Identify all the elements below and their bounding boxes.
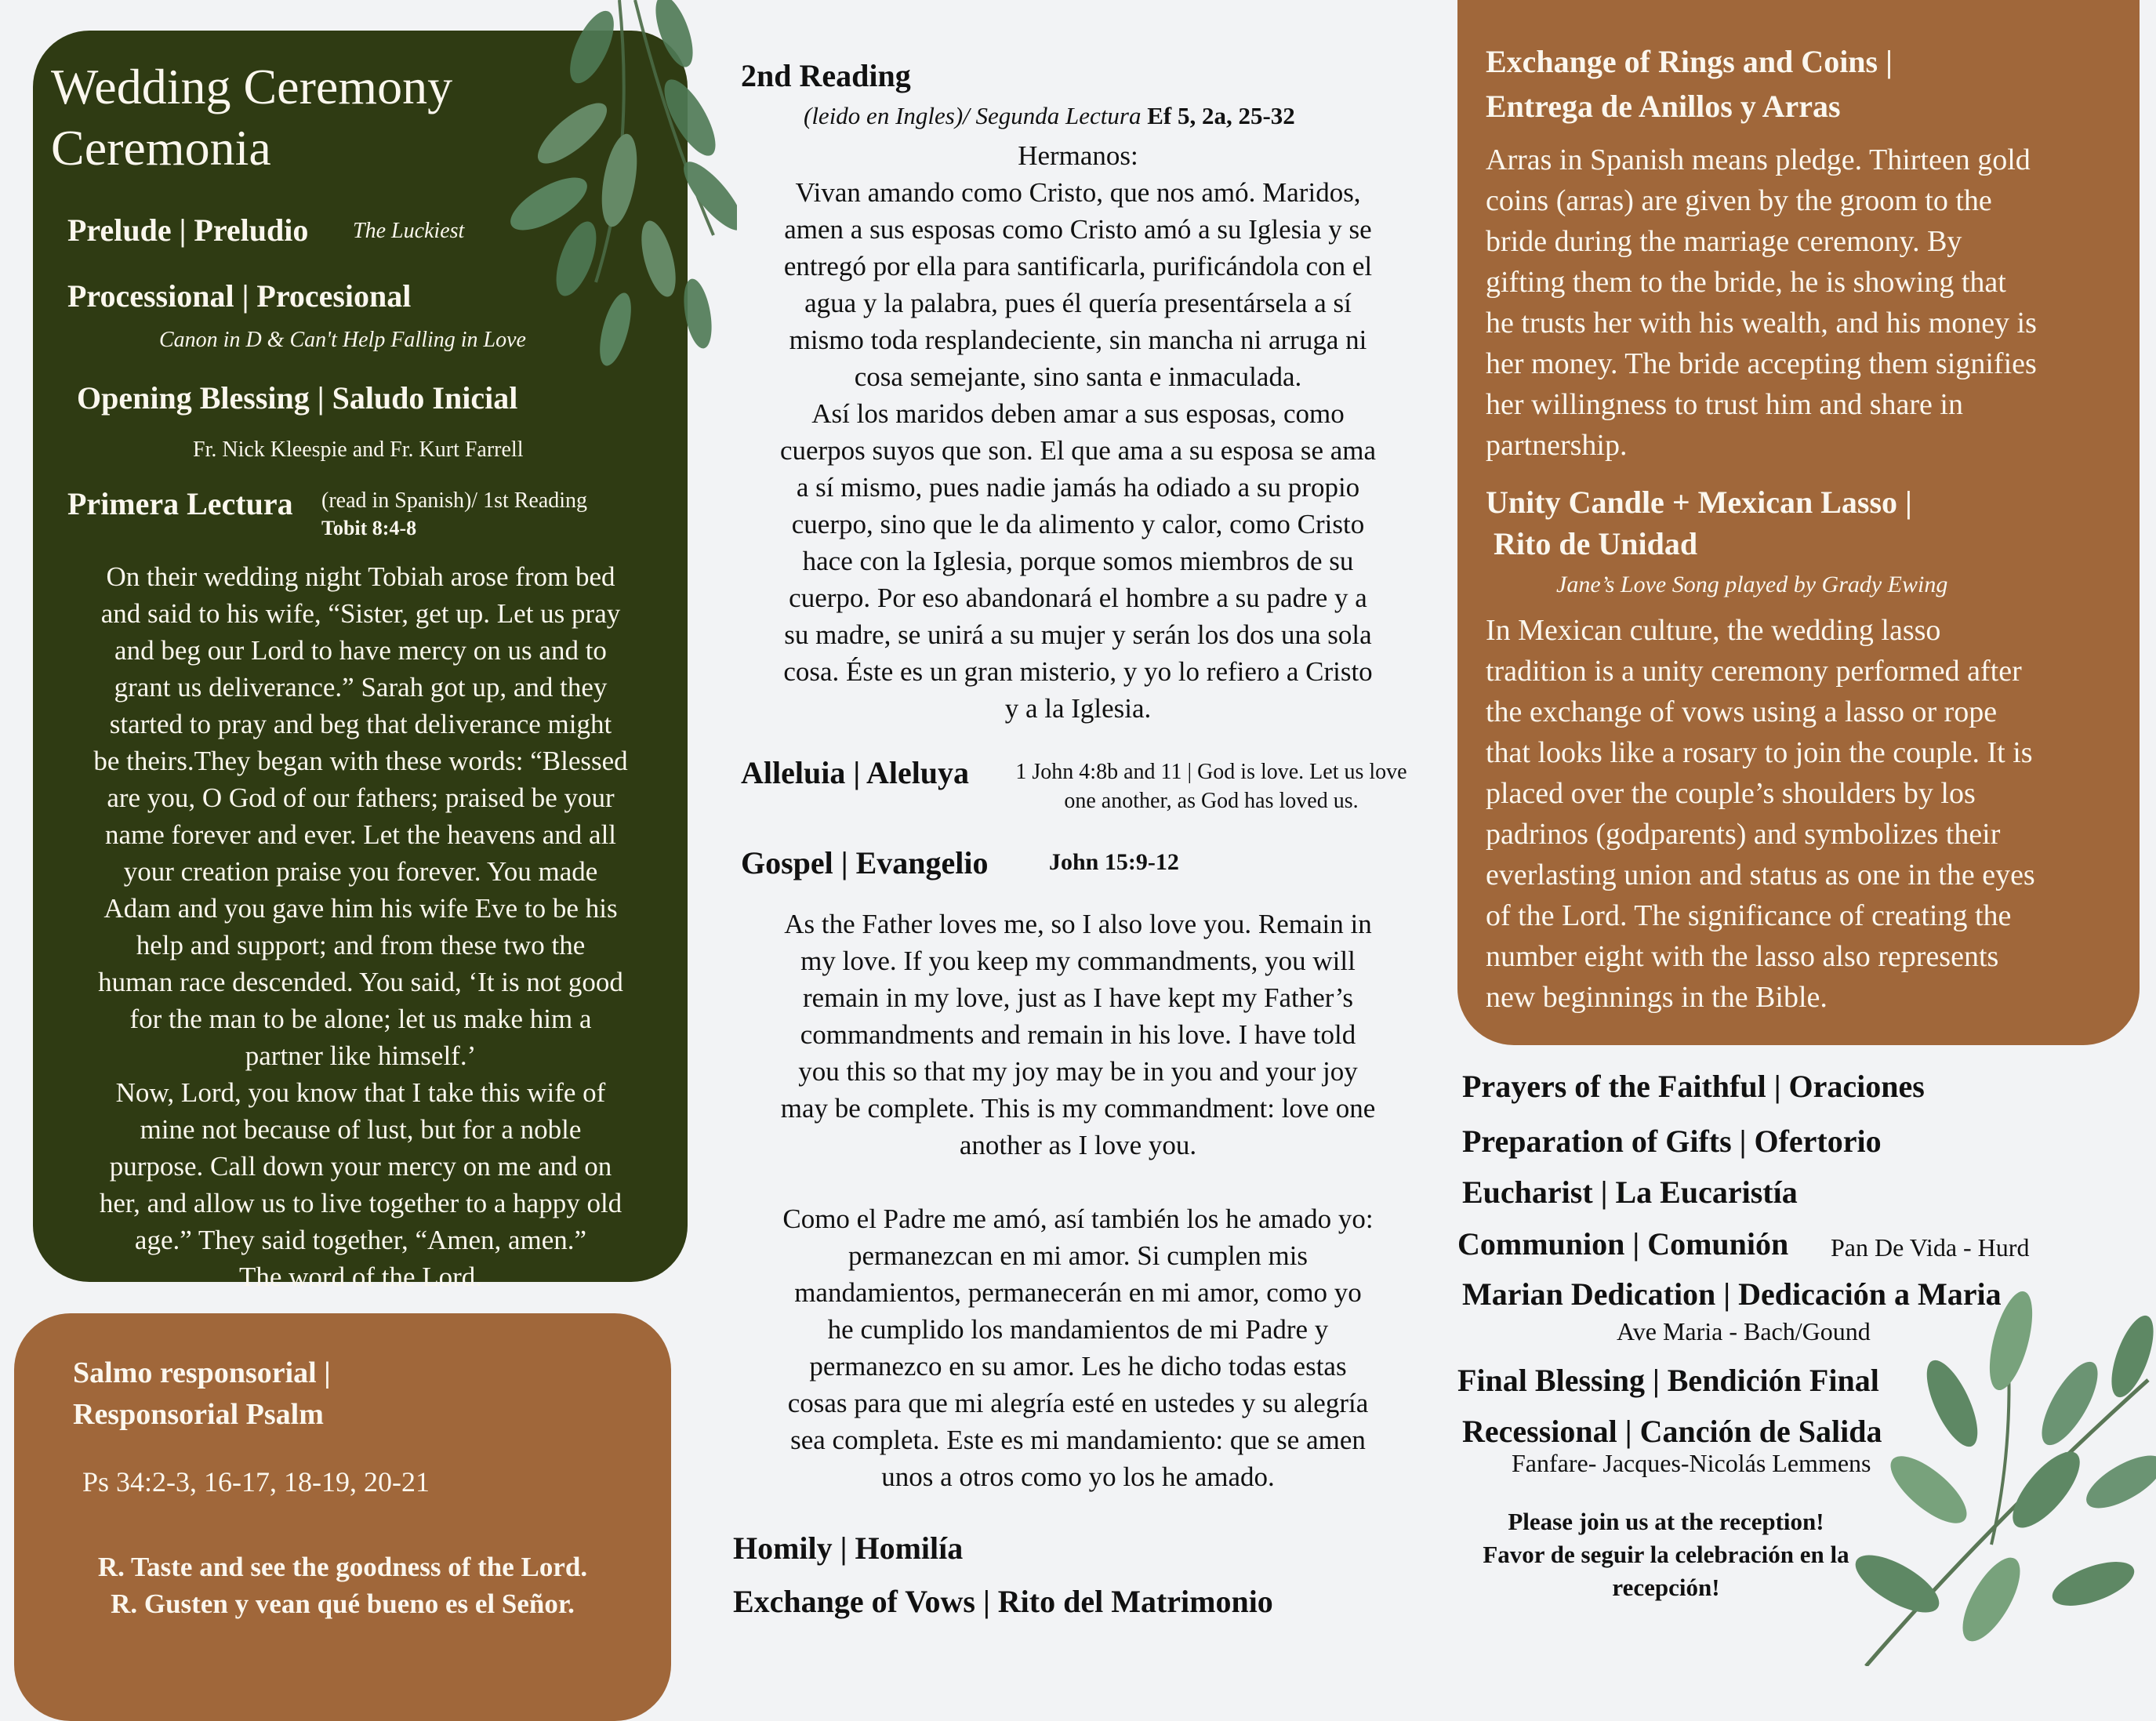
gospel-text-es: Como el Padre me amó, así también los he amado yo: permanezcan en mi amor. Si cumplen mis mandamientos, permanecerán en mi amor, como yo he cumplido los mandamientos de mi Padre y permanezco en su amor. Les he dicho todas estas cosas para que mi alegría esté en ustedes y su alegría sea completa. Este es mi mandamiento: que se amen unos a otros como yo los he amado.: [782, 1204, 1374, 1492]
final-blessing-heading: Final Blessing | Bendición Final: [1457, 1363, 1879, 1398]
psalm-response-es: R. Gusten y vean qué bueno es el Señor.: [111, 1588, 575, 1619]
eucharist-heading: Eucharist | La Eucaristía: [1462, 1175, 1798, 1210]
processional-note: Canon in D & Can't Help Falling in Love: [159, 328, 526, 352]
psalm-heading-line-2: Responsorial Psalm: [73, 1398, 324, 1431]
opening-blessing-note: Fr. Nick Kleespie and Fr. Kurt Farrell: [193, 438, 524, 462]
second-reading-subtitle-text: (leido en Ingles)/ Segunda Lectura: [804, 102, 1142, 129]
leaf-branch-bottom-icon: [1835, 1286, 2156, 1666]
marian-note: Ave Maria - Bach/Gound: [1617, 1317, 1871, 1345]
unity-heading-line-2: Rito de Unidad: [1494, 526, 1698, 561]
alleluia-heading: Alleluia | Aleluya: [741, 755, 970, 790]
reception-note: Please join us at the reception! Favor de seguir la celebración en la recepción!: [1483, 1508, 1849, 1601]
rings-text: Arras in Spanish means pledge. Thirteen gold coins (arras) are given by the groom to the bride during the marriage ceremony. By gifting them to the bride, he is showing that he trusts her with his wealth, and his money is her money. The bride accepting them signifies her willingness to trust him and share in partnership.: [1486, 143, 2037, 462]
unity-heading-line-1: Unity Candle + Mexican Lasso |: [1486, 485, 1912, 520]
prelude-note: The Luckiest: [353, 219, 465, 243]
unity-heading: [1486, 481, 1912, 565]
gospel-text-en: As the Father loves me, so I also love you. Remain in my love. If you keep my commandments, you will remain in my love, just as I have kept my Father’s commandments and remain in his love. I have told you this so that my joy may be in you and your joy may be complete. This is my commandment: love one another as I love you.: [780, 909, 1376, 1160]
gifts-heading: Preparation of Gifts | Ofertorio: [1462, 1124, 1882, 1159]
prelude-heading: Prelude | Preludio: [67, 212, 309, 248]
second-reading-greeting: Hermanos:: [1018, 140, 1138, 171]
title-line-1: Wedding Ceremony: [51, 59, 453, 114]
unity-note: Jane’s Love Song played by Grady Ewing: [1556, 572, 1948, 597]
marian-heading: Marian Dedication | Dedicación a Maria: [1462, 1276, 2002, 1312]
recessional-heading: Recessional | Canción de Salida: [1462, 1414, 1882, 1449]
first-reading-heading: Primera Lectura: [67, 486, 293, 521]
psalm-citation: Ps 34:2-3, 16-17, 18-19, 20-21: [82, 1466, 430, 1498]
second-reading-heading: 2nd Reading: [741, 58, 911, 93]
psalm-heading-line-1: Salmo responsorial |: [73, 1356, 331, 1389]
rings-heading-line-1: Exchange of Rings and Coins |: [1486, 44, 1893, 79]
psalm-response: [14, 1549, 671, 1622]
vows-heading: Exchange of Vows | Rito del Matrimonio: [733, 1584, 1273, 1619]
gospel-heading: Gospel | Evangelio: [741, 845, 989, 880]
second-reading-citation: Ef 5, 2a, 25-32: [1147, 102, 1295, 129]
page-title: [51, 56, 452, 179]
prayers-heading: Prayers of the Faithful | Oraciones: [1462, 1069, 1925, 1104]
gospel-citation: John 15:9-12: [1049, 849, 1179, 875]
communion-heading: Communion | Comunión: [1457, 1226, 1789, 1262]
psalm-response-en: R. Taste and see the goodness of the Lord.: [97, 1552, 588, 1582]
processional-heading: Processional | Procesional: [67, 278, 412, 314]
homily-heading: Homily | Homilía: [733, 1530, 964, 1566]
psalm-heading: [73, 1352, 331, 1436]
alleluia-note: 1 John 4:8b and 11 | God is love. Let us love one another, as God has loved us.: [1015, 760, 1407, 813]
second-reading-subtitle: [804, 102, 1295, 130]
opening-blessing-heading: Opening Blessing | Saludo Inicial: [77, 380, 518, 416]
leaf-branch-top-icon: [502, 0, 737, 423]
recessional-note: Fanfare- Jacques-Nicolás Lemmens: [1512, 1449, 1871, 1477]
unity-text: In Mexican culture, the wedding lasso tradition is a unity ceremony performed after the exchange of vows using a lasso or rope that looks like a rosary to join the couple. It is placed over the couple’s shoulders by los padrinos (godparents) and symbolizes their everlasting union and status as one in the eyes of the Lord. The significance of creating the number eight with the lasso also represents new beginnings in the Bible.: [1486, 614, 2035, 1014]
title-line-2: Ceremonia: [51, 120, 271, 176]
first-reading-citation: Tobit 8:4-8: [321, 517, 417, 539]
first-reading-text: On their wedding night Tobiah arose from bed and said to his wife, “Sister, get up. Let us pray and beg our Lord to have mercy on us and to grant us deliverance.” Sarah got up, and they started to pray and beg that deliverance might be theirs.They began with these words: “Blessed are you, O God of our fathers; praised be your name forever and ever. Let the heavens and all your creation praise you forever. You made Adam and you gave him his wife Eve to be his help and support; and from these two the human race descended. You said, ‘It is not good for the man to be alone; let us make him a partner like himself.’ Now, Lord, you know that I take this wife of mine not because of lust, but for a noble purpose. Call down your mercy on me and on her, and allow us to live together to a happy old age.” They said together, “Amen, amen.” The word of the Lord.: [93, 561, 628, 1292]
rings-heading-line-2: Entrega de Anillos y Arras: [1486, 89, 1841, 124]
second-reading-text: Vivan amando como Cristo, que nos amó. Maridos, amen a sus esposas como Cristo amó a su Iglesia y se entregó por ella para santificarla, purificándola con el agua y la palabra, pues él quería presentársela a sí mismo toda resplandeciente, sin mancha ni arruga ni cosa semejante, sino santa e inmaculada. Así los maridos deben amar a sus esposas, como cuerpos suyos que son. El que ama a su esposa se ama a sí mismo, pues nadie jamás ha odiado a su propio cuerpo, sino que le da alimento y calor, como Cristo hace con la Iglesia, porque somos miembros de su cuerpo. Por eso abandonará el hombre a su padre y a su madre, se unirá a su mujer y serán los dos una sola cosa. Éste es un gran misterio, y yo lo refiero a Cristo y a la Iglesia.: [779, 177, 1377, 724]
rings-heading: [1486, 39, 1893, 129]
first-reading-note: (read in Spanish)/ 1st Reading: [321, 488, 588, 513]
communion-note: Pan De Vida - Hurd: [1831, 1233, 2030, 1262]
